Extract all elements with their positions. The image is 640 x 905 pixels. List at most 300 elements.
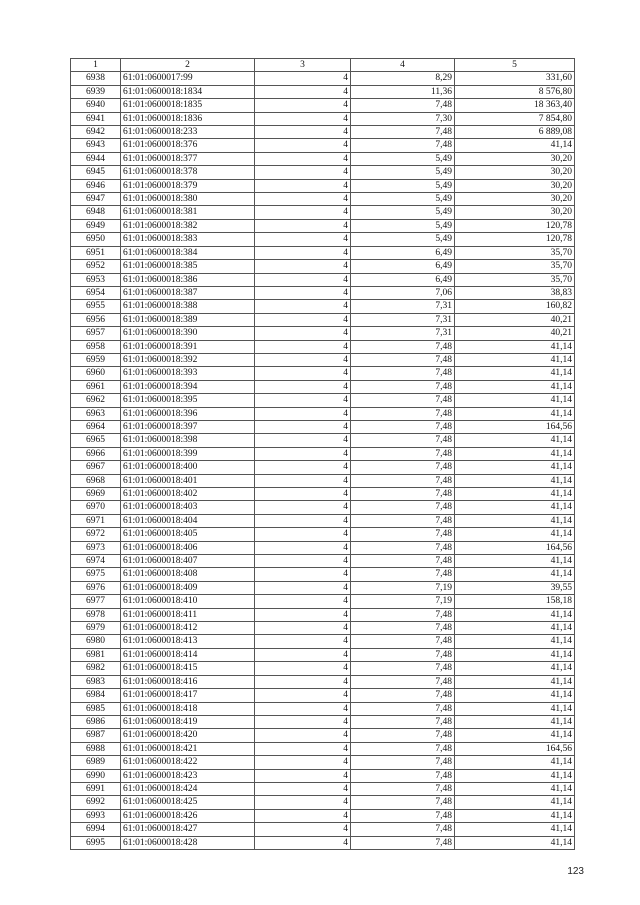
code-cell: 4: [255, 555, 351, 568]
row-number-cell: 6971: [71, 514, 121, 527]
code-cell: 4: [255, 729, 351, 742]
amount-cell: 160,82: [455, 300, 575, 313]
cadastral-number-cell: 61:01:0600018:428: [121, 836, 255, 849]
cadastral-number-cell: 61:01:0600018:389: [121, 313, 255, 326]
rate-cell: 7,19: [351, 595, 455, 608]
code-cell: 4: [255, 501, 351, 514]
row-number-cell: 6985: [71, 702, 121, 715]
cadastral-number-cell: 61:01:0600018:383: [121, 233, 255, 246]
rate-cell: 7,19: [351, 581, 455, 594]
table-row: [71, 474, 575, 487]
row-number-cell: 6977: [71, 595, 121, 608]
amount-cell: 41,14: [455, 662, 575, 675]
rate-cell: 11,36: [351, 85, 455, 98]
cadastral-number-cell: 61:01:0600018:414: [121, 648, 255, 661]
cadastral-number-cell: 61:01:0600018:426: [121, 809, 255, 822]
amount-cell: 41,14: [455, 488, 575, 501]
page-number: 123: [567, 866, 584, 877]
code-cell: 4: [255, 313, 351, 326]
rate-cell: 7,48: [351, 702, 455, 715]
amount-cell: 41,14: [455, 689, 575, 702]
amount-cell: 38,83: [455, 286, 575, 299]
amount-cell: 41,14: [455, 608, 575, 621]
amount-cell: 41,14: [455, 447, 575, 460]
cadastral-number-cell: 61:01:0600018:384: [121, 246, 255, 259]
amount-cell: 164,56: [455, 742, 575, 755]
cadastral-number-cell: 61:01:0600018:395: [121, 394, 255, 407]
rate-cell: 7,48: [351, 407, 455, 420]
table-row: [71, 501, 575, 514]
rate-cell: 5,49: [351, 152, 455, 165]
row-number-cell: 6966: [71, 447, 121, 460]
amount-cell: 41,14: [455, 555, 575, 568]
amount-cell: 41,14: [455, 796, 575, 809]
cadastral-number-cell: 61:01:0600018:419: [121, 715, 255, 728]
amount-cell: 41,14: [455, 474, 575, 487]
amount-cell: 41,14: [455, 648, 575, 661]
rate-cell: 7,48: [351, 555, 455, 568]
rate-cell: 6,49: [351, 260, 455, 273]
code-cell: 4: [255, 407, 351, 420]
table-row: [71, 555, 575, 568]
rate-cell: 7,06: [351, 286, 455, 299]
table-row: [71, 622, 575, 635]
row-number-cell: 6970: [71, 501, 121, 514]
rate-cell: 7,31: [351, 327, 455, 340]
code-cell: 4: [255, 662, 351, 675]
amount-cell: 30,20: [455, 206, 575, 219]
table-row: [71, 675, 575, 688]
rate-cell: 7,48: [351, 608, 455, 621]
rate-cell: 6,49: [351, 246, 455, 259]
row-number-cell: 6941: [71, 112, 121, 125]
cadastral-number-cell: 61:01:0600018:386: [121, 273, 255, 286]
table-body: [71, 72, 575, 850]
data-table: [70, 58, 575, 850]
cadastral-number-cell: 61:01:0600018:391: [121, 340, 255, 353]
table-row: [71, 353, 575, 366]
cadastral-number-cell: 61:01:0600018:381: [121, 206, 255, 219]
table-row: [71, 689, 575, 702]
cadastral-number-cell: 61:01:0600018:376: [121, 139, 255, 152]
cadastral-number-cell: 61:01:0600018:399: [121, 447, 255, 460]
row-number-cell: 6991: [71, 782, 121, 795]
row-number-cell: 6965: [71, 434, 121, 447]
rate-cell: 5,49: [351, 193, 455, 206]
rate-cell: 7,48: [351, 394, 455, 407]
rate-cell: 7,48: [351, 729, 455, 742]
cadastral-number-cell: 61:01:0600018:397: [121, 420, 255, 433]
cadastral-number-cell: 61:01:0600018:413: [121, 635, 255, 648]
row-number-cell: 6957: [71, 327, 121, 340]
amount-cell: 331,60: [455, 72, 575, 85]
amount-cell: 41,14: [455, 729, 575, 742]
amount-cell: 41,14: [455, 809, 575, 822]
code-cell: 4: [255, 514, 351, 527]
table-row: [71, 796, 575, 809]
rate-cell: 7,48: [351, 782, 455, 795]
rate-cell: 7,48: [351, 340, 455, 353]
rate-cell: 8,29: [351, 72, 455, 85]
table-row: [71, 514, 575, 527]
row-number-cell: 6958: [71, 340, 121, 353]
row-number-cell: 6968: [71, 474, 121, 487]
amount-cell: 120,78: [455, 233, 575, 246]
table-row: [71, 635, 575, 648]
code-cell: 4: [255, 823, 351, 836]
rate-cell: 7,30: [351, 112, 455, 125]
rate-cell: 7,48: [351, 514, 455, 527]
row-number-cell: 6953: [71, 273, 121, 286]
column-header-5: 5: [455, 59, 575, 72]
code-cell: 4: [255, 380, 351, 393]
table-row: [71, 286, 575, 299]
amount-cell: 41,14: [455, 823, 575, 836]
table-row: [71, 206, 575, 219]
cadastral-number-cell: 61:01:0600018:400: [121, 461, 255, 474]
table-row: [71, 541, 575, 554]
amount-cell: 30,20: [455, 179, 575, 192]
row-number-cell: 6938: [71, 72, 121, 85]
amount-cell: 41,14: [455, 461, 575, 474]
code-cell: 4: [255, 461, 351, 474]
table-row: [71, 648, 575, 661]
code-cell: 4: [255, 193, 351, 206]
row-number-cell: 6980: [71, 635, 121, 648]
rate-cell: 7,31: [351, 313, 455, 326]
amount-cell: 41,14: [455, 367, 575, 380]
table-row: [71, 420, 575, 433]
code-cell: 4: [255, 769, 351, 782]
amount-cell: 158,18: [455, 595, 575, 608]
row-number-cell: 6975: [71, 568, 121, 581]
rate-cell: 7,48: [351, 99, 455, 112]
amount-cell: 41,14: [455, 675, 575, 688]
table-row: [71, 447, 575, 460]
cadastral-number-cell: 61:01:0600018:412: [121, 622, 255, 635]
code-cell: 4: [255, 327, 351, 340]
table-row: [71, 769, 575, 782]
table-row: [71, 662, 575, 675]
rate-cell: 7,48: [351, 474, 455, 487]
code-cell: 4: [255, 782, 351, 795]
code-cell: 4: [255, 286, 351, 299]
row-number-cell: 6990: [71, 769, 121, 782]
cadastral-number-cell: 61:01:0600018:421: [121, 742, 255, 755]
table-row: [71, 260, 575, 273]
code-cell: 4: [255, 300, 351, 313]
row-number-cell: 6995: [71, 836, 121, 849]
cadastral-number-cell: 61:01:0600018:422: [121, 756, 255, 769]
amount-cell: 30,20: [455, 152, 575, 165]
code-cell: 4: [255, 488, 351, 501]
code-cell: 4: [255, 715, 351, 728]
code-cell: 4: [255, 179, 351, 192]
cadastral-number-cell: 61:01:0600018:425: [121, 796, 255, 809]
table-row: [71, 729, 575, 742]
amount-cell: 41,14: [455, 769, 575, 782]
row-number-cell: 6944: [71, 152, 121, 165]
code-cell: 4: [255, 809, 351, 822]
rate-cell: 6,49: [351, 273, 455, 286]
cadastral-number-cell: 61:01:0600018:416: [121, 675, 255, 688]
table-row: [71, 273, 575, 286]
code-cell: 4: [255, 206, 351, 219]
rate-cell: 7,48: [351, 662, 455, 675]
amount-cell: 35,70: [455, 246, 575, 259]
rate-cell: 7,48: [351, 353, 455, 366]
row-number-cell: 6962: [71, 394, 121, 407]
row-number-cell: 6993: [71, 809, 121, 822]
amount-cell: 35,70: [455, 273, 575, 286]
code-cell: 4: [255, 273, 351, 286]
column-header-4: 4: [351, 59, 455, 72]
row-number-cell: 6967: [71, 461, 121, 474]
rate-cell: 7,48: [351, 622, 455, 635]
row-number-cell: 6942: [71, 126, 121, 139]
row-number-cell: 6954: [71, 286, 121, 299]
table-row: [71, 219, 575, 232]
amount-cell: 40,21: [455, 327, 575, 340]
code-cell: 4: [255, 126, 351, 139]
code-cell: 4: [255, 608, 351, 621]
code-cell: 4: [255, 246, 351, 259]
cadastral-number-cell: 61:01:0600018:401: [121, 474, 255, 487]
amount-cell: 41,14: [455, 715, 575, 728]
row-number-cell: 6972: [71, 528, 121, 541]
table-row: [71, 152, 575, 165]
code-cell: 4: [255, 595, 351, 608]
cadastral-number-cell: 61:01:0600018:417: [121, 689, 255, 702]
row-number-cell: 6989: [71, 756, 121, 769]
rate-cell: 7,48: [351, 836, 455, 849]
row-number-cell: 6964: [71, 420, 121, 433]
cadastral-number-cell: 61:01:0600018:393: [121, 367, 255, 380]
rate-cell: 7,31: [351, 300, 455, 313]
row-number-cell: 6978: [71, 608, 121, 621]
table-row: [71, 85, 575, 98]
rate-cell: 7,48: [351, 742, 455, 755]
cadastral-number-cell: 61:01:0600018:424: [121, 782, 255, 795]
rate-cell: 7,48: [351, 635, 455, 648]
code-cell: 4: [255, 219, 351, 232]
rate-cell: 7,48: [351, 756, 455, 769]
column-header-2: 2: [121, 59, 255, 72]
cadastral-number-cell: 61:01:0600018:233: [121, 126, 255, 139]
cadastral-number-cell: 61:01:0600018:408: [121, 568, 255, 581]
cadastral-number-cell: 61:01:0600018:404: [121, 514, 255, 527]
row-number-cell: 6959: [71, 353, 121, 366]
rate-cell: 7,48: [351, 367, 455, 380]
code-cell: 4: [255, 528, 351, 541]
cadastral-number-cell: 61:01:0600018:407: [121, 555, 255, 568]
code-cell: 4: [255, 353, 351, 366]
code-cell: 4: [255, 756, 351, 769]
amount-cell: 41,14: [455, 528, 575, 541]
row-number-cell: 6946: [71, 179, 121, 192]
amount-cell: 164,56: [455, 541, 575, 554]
table-row: [71, 246, 575, 259]
code-cell: 4: [255, 260, 351, 273]
row-number-cell: 6948: [71, 206, 121, 219]
code-cell: 4: [255, 474, 351, 487]
row-number-cell: 6951: [71, 246, 121, 259]
amount-cell: 41,14: [455, 139, 575, 152]
amount-cell: 164,56: [455, 420, 575, 433]
cadastral-number-cell: 61:01:0600018:396: [121, 407, 255, 420]
amount-cell: 39,55: [455, 581, 575, 594]
cadastral-number-cell: 61:01:0600018:392: [121, 353, 255, 366]
rate-cell: 7,48: [351, 568, 455, 581]
row-number-cell: 6981: [71, 648, 121, 661]
code-cell: 4: [255, 622, 351, 635]
table-row: [71, 568, 575, 581]
rate-cell: 5,49: [351, 179, 455, 192]
row-number-cell: 6994: [71, 823, 121, 836]
cadastral-number-cell: 61:01:0600018:382: [121, 219, 255, 232]
table-row: [71, 434, 575, 447]
code-cell: 4: [255, 568, 351, 581]
row-number-cell: 6979: [71, 622, 121, 635]
code-cell: 4: [255, 340, 351, 353]
rate-cell: 5,49: [351, 206, 455, 219]
rate-cell: 7,48: [351, 689, 455, 702]
amount-cell: 41,14: [455, 380, 575, 393]
row-number-cell: 6955: [71, 300, 121, 313]
code-cell: 4: [255, 394, 351, 407]
cadastral-number-cell: 61:01:0600017:99: [121, 72, 255, 85]
code-cell: 4: [255, 541, 351, 554]
amount-cell: 41,14: [455, 501, 575, 514]
code-cell: 4: [255, 233, 351, 246]
cadastral-number-cell: 61:01:0600018:409: [121, 581, 255, 594]
rate-cell: 7,48: [351, 675, 455, 688]
cadastral-number-cell: 61:01:0600018:390: [121, 327, 255, 340]
row-number-cell: 6973: [71, 541, 121, 554]
cadastral-number-cell: 61:01:0600018:411: [121, 608, 255, 621]
column-header-1: 1: [71, 59, 121, 72]
code-cell: 4: [255, 796, 351, 809]
code-cell: 4: [255, 635, 351, 648]
amount-cell: 41,14: [455, 622, 575, 635]
cadastral-number-cell: 61:01:0600018:420: [121, 729, 255, 742]
cadastral-number-cell: 61:01:0600018:377: [121, 152, 255, 165]
table-row: [71, 367, 575, 380]
table-row: [71, 809, 575, 822]
code-cell: 4: [255, 367, 351, 380]
code-cell: 4: [255, 434, 351, 447]
table-row: [71, 715, 575, 728]
cadastral-number-cell: 61:01:0600018:398: [121, 434, 255, 447]
row-number-cell: 6949: [71, 219, 121, 232]
cadastral-number-cell: 61:01:0600018:380: [121, 193, 255, 206]
cadastral-number-cell: 61:01:0600018:385: [121, 260, 255, 273]
amount-cell: 41,14: [455, 434, 575, 447]
table-row: [71, 488, 575, 501]
cadastral-number-cell: 61:01:0600018:379: [121, 179, 255, 192]
code-cell: 4: [255, 166, 351, 179]
table-row: [71, 99, 575, 112]
amount-cell: 41,14: [455, 836, 575, 849]
table-row: [71, 126, 575, 139]
amount-cell: 8 576,80: [455, 85, 575, 98]
cadastral-number-cell: 61:01:0600018:406: [121, 541, 255, 554]
table-row: [71, 823, 575, 836]
code-cell: 4: [255, 675, 351, 688]
cadastral-number-cell: 61:01:0600018:427: [121, 823, 255, 836]
row-number-cell: 6982: [71, 662, 121, 675]
table-row: [71, 233, 575, 246]
table-row: [71, 139, 575, 152]
table-row: [71, 782, 575, 795]
row-number-cell: 6987: [71, 729, 121, 742]
cadastral-number-cell: 61:01:0600018:1834: [121, 85, 255, 98]
rate-cell: 7,48: [351, 126, 455, 139]
cadastral-number-cell: 61:01:0600018:1835: [121, 99, 255, 112]
code-cell: 4: [255, 99, 351, 112]
code-cell: 4: [255, 420, 351, 433]
rate-cell: 7,48: [351, 541, 455, 554]
cadastral-number-cell: 61:01:0600018:403: [121, 501, 255, 514]
amount-cell: 18 363,40: [455, 99, 575, 112]
rate-cell: 5,49: [351, 233, 455, 246]
table-row: [71, 340, 575, 353]
amount-cell: 41,14: [455, 756, 575, 769]
rate-cell: 7,48: [351, 715, 455, 728]
cadastral-number-cell: 61:01:0600018:415: [121, 662, 255, 675]
cadastral-number-cell: 61:01:0600018:1836: [121, 112, 255, 125]
amount-cell: 41,14: [455, 568, 575, 581]
rate-cell: 5,49: [351, 219, 455, 232]
row-number-cell: 6943: [71, 139, 121, 152]
table-row: [71, 528, 575, 541]
row-number-cell: 6969: [71, 488, 121, 501]
rate-cell: 7,48: [351, 501, 455, 514]
row-number-cell: 6960: [71, 367, 121, 380]
cadastral-number-cell: 61:01:0600018:387: [121, 286, 255, 299]
row-number-cell: 6963: [71, 407, 121, 420]
table-row: [71, 407, 575, 420]
code-cell: 4: [255, 112, 351, 125]
header-row: [71, 59, 575, 72]
cadastral-number-cell: 61:01:0600018:423: [121, 769, 255, 782]
table-row: [71, 461, 575, 474]
row-number-cell: 6961: [71, 380, 121, 393]
table-row: [71, 112, 575, 125]
code-cell: 4: [255, 836, 351, 849]
amount-cell: 30,20: [455, 193, 575, 206]
amount-cell: 41,14: [455, 782, 575, 795]
code-cell: 4: [255, 581, 351, 594]
row-number-cell: 6947: [71, 193, 121, 206]
row-number-cell: 6950: [71, 233, 121, 246]
rate-cell: 7,48: [351, 461, 455, 474]
code-cell: 4: [255, 648, 351, 661]
table-row: [71, 166, 575, 179]
code-cell: 4: [255, 139, 351, 152]
code-cell: 4: [255, 72, 351, 85]
rate-cell: 7,48: [351, 809, 455, 822]
row-number-cell: 6988: [71, 742, 121, 755]
rate-cell: 5,49: [351, 166, 455, 179]
row-number-cell: 6992: [71, 796, 121, 809]
amount-cell: 41,14: [455, 635, 575, 648]
cadastral-number-cell: 61:01:0600018:405: [121, 528, 255, 541]
code-cell: 4: [255, 447, 351, 460]
rate-cell: 7,48: [351, 769, 455, 782]
amount-cell: 41,14: [455, 702, 575, 715]
rate-cell: 7,48: [351, 434, 455, 447]
